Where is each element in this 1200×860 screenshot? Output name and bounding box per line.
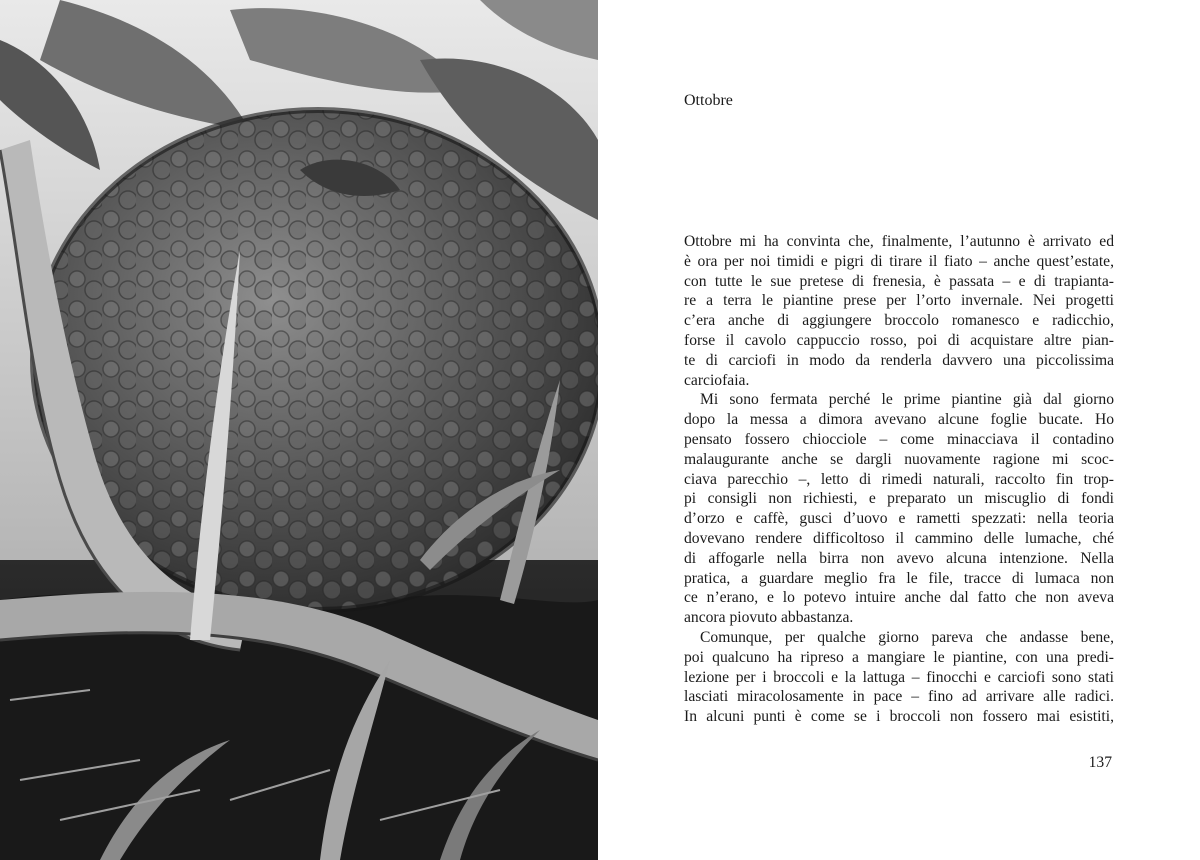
text-line: è ora per noi timidi e pigri di tirare il fiato – anche quest’estate, [684,252,1114,270]
text-line: ancora piovuto abbastanza. [684,609,854,627]
text-line: pi consigli non richiesti, e preparato un miscuglio di fondi [684,490,1114,508]
text-line: forse il cavolo cappuccio rosso, poi di acquistare altre pian- [684,331,1114,349]
text-line: carciofaia. [684,371,750,389]
text-line: Ottobre mi ha convinta che, finalmente, l’autunno è arrivato ed [684,233,1114,250]
paragraph-2 [684,390,1114,628]
text-line: di affogarle nella birra non avevo alcuna intenzione. Nella [684,549,1114,567]
running-head: Ottobre [684,92,733,109]
page-number: 137 [1088,754,1112,771]
text-line: malaugurante anche se dargli nuovamente ragione mi scoc- [684,450,1114,468]
text-line: pensato fossero chiocciole – come minacciava il contadino [684,430,1114,448]
text-line: lasciati miracolosamente in pace – fino ad arrivare alle radici. [684,688,1114,706]
pumpkin-in-garden-photo-icon [0,0,598,860]
paragraph-1 [684,232,1114,390]
text-line: re a terra le piantine prese per l’orto invernale. Nei progetti [684,292,1114,310]
text-line: poi qualcuno ha ripreso a mangiare le piantine, con una predi- [684,648,1114,666]
pumpkin-photo [0,0,598,860]
text-line: Mi sono fermata perché le prime piantine già dal giorno [700,391,1114,409]
text-line: c’era anche di aggiungere broccolo romanesco e radicchio, [684,312,1114,330]
text-line: ciava parecchio –, letto di rimedi naturali, raccolto fin trop- [684,470,1114,488]
body-text [684,232,1114,727]
paragraph-3 [684,628,1114,727]
text-line: pratica, a guardare meglio fra le file, tracce di lumaca non [684,569,1114,587]
text-line: te di carciofi in modo da renderla davvero una piccolissima [684,351,1114,369]
text-line: con tutte le sue pretese di frenesia, è passata – e di trapianta- [684,272,1114,290]
text-line: dopo la messa a dimora avevano alcune foglie bucate. Ho [684,411,1114,429]
text-line: lezione per i broccoli e la lattuga – finocchi e carciofi sono stati [684,668,1114,686]
text-page [598,0,1200,860]
text-line: In alcuni punti è come se i broccoli non fossero mai esistiti, [684,708,1114,726]
text-line: Comunque, per qualche giorno pareva che andasse bene, [700,628,1114,646]
text-line: d’orzo e caffè, gusci d’uovo e rametti spezzati: nella teoria [684,510,1114,528]
text-line: ce n’erano, e lo potevo intuire anche dal fatto che non aveva [684,589,1114,607]
text-line: dovevano rendere difficoltoso il cammino delle lumache, ché [684,529,1114,547]
